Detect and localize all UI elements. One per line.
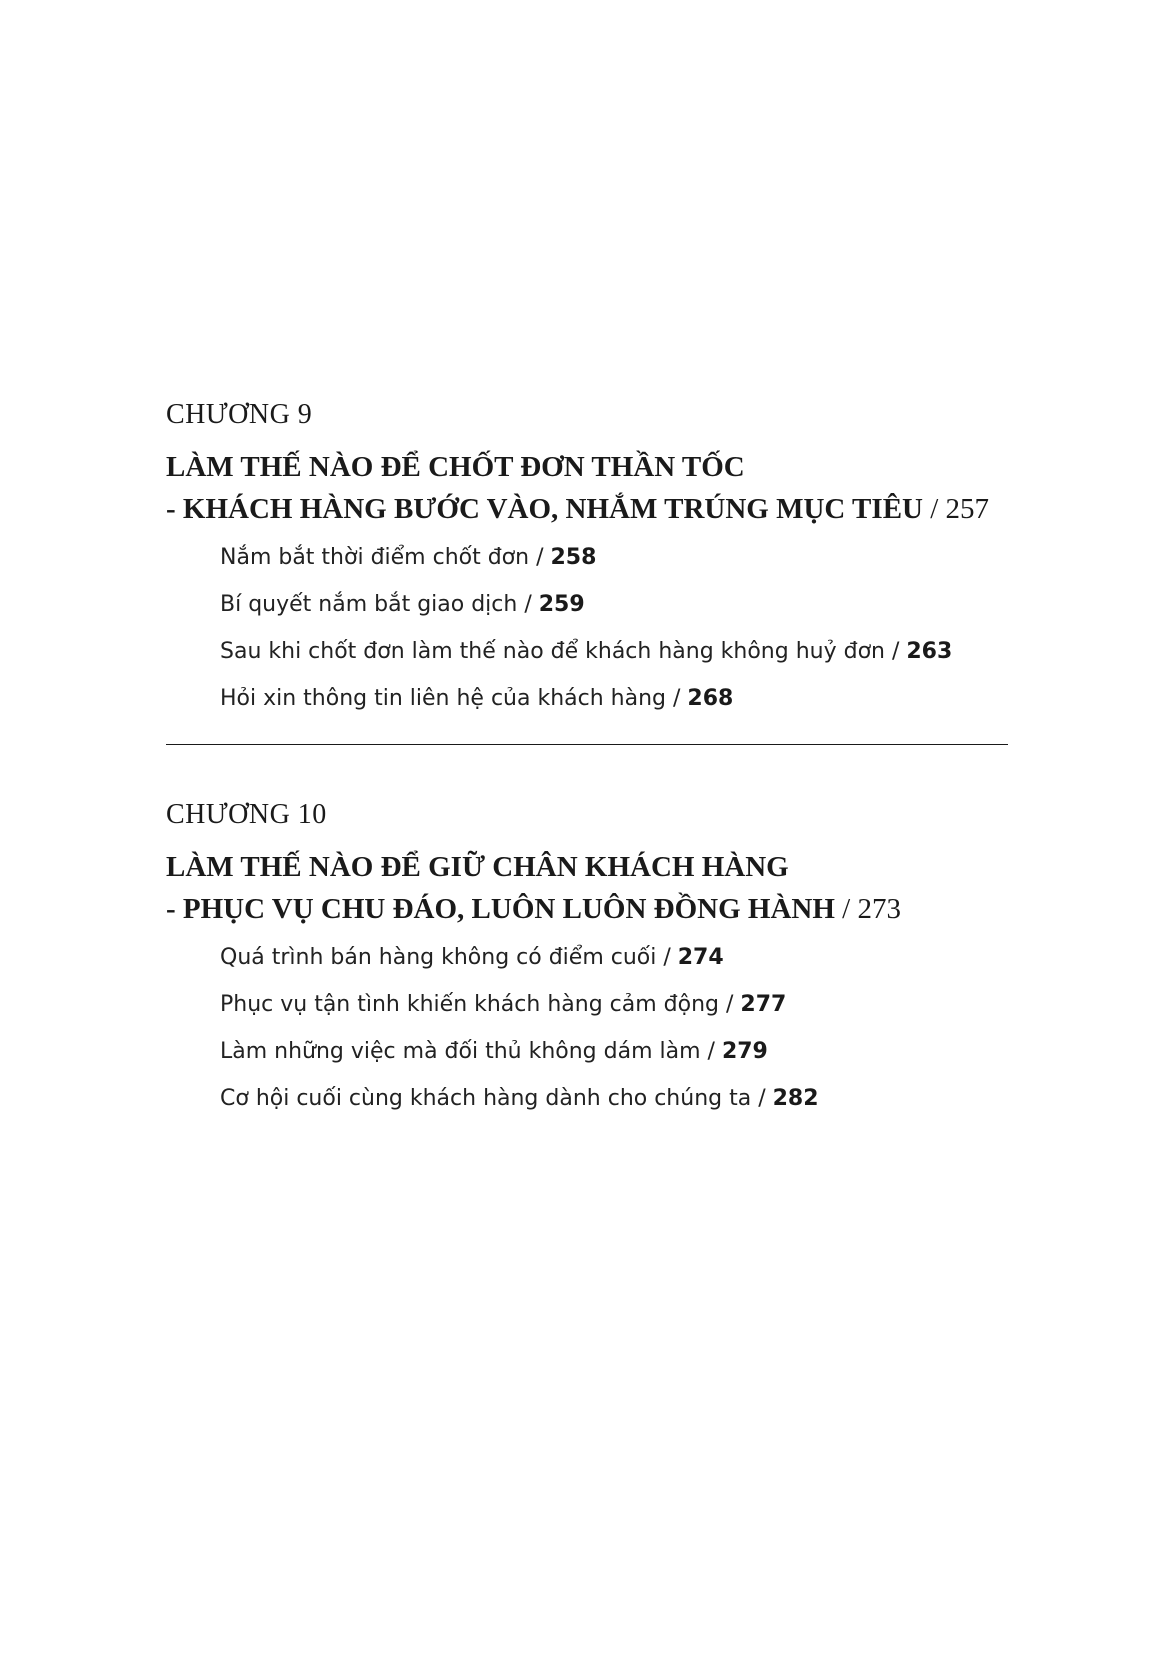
chapter-10 (166, 798, 1006, 1122)
section-entry[interactable] (220, 581, 1006, 628)
section-page-number: 268 (687, 686, 734, 711)
chapter-divider (166, 744, 1008, 745)
section-entry[interactable] (220, 934, 1006, 981)
section-title: Nắm bắt thời điểm chốt đơn / (220, 545, 551, 570)
section-title: Hỏi xin thông tin liên hệ của khách hàng / (220, 686, 688, 711)
chapter-title-line-1: LÀM THẾ NÀO ĐỂ CHỐT ĐƠN THẦN TỐC (166, 451, 745, 483)
chapter-label: CHƯƠNG 9 (166, 399, 313, 430)
chapter-page-number: / 273 (834, 893, 901, 925)
chapter-title (166, 446, 1006, 530)
section-entry[interactable] (220, 628, 1006, 675)
section-title: Phục vụ tận tình khiến khách hàng cảm động / (220, 992, 741, 1017)
section-page-number: 277 (740, 992, 787, 1017)
chapter-title (166, 846, 1006, 930)
section-title: Quá trình bán hàng không có điểm cuối / (220, 945, 678, 970)
chapter-title-line-2-text: - PHỤC VỤ CHU ĐÁO, LUÔN LUÔN ĐỒNG HÀNH (166, 893, 835, 925)
section-entry[interactable] (220, 1028, 1006, 1075)
section-list (220, 934, 1006, 1122)
section-list (220, 534, 1006, 722)
chapter-page-number: / 257 (922, 493, 990, 525)
section-page-number: 279 (721, 1039, 768, 1064)
chapter-title-line-2 (166, 888, 1006, 930)
chapter-9 (166, 398, 1006, 722)
chapter-title-line-1: LÀM THẾ NÀO ĐỂ GIỮ CHÂN KHÁCH HÀNG (166, 851, 789, 883)
section-page-number: 282 (772, 1086, 819, 1111)
section-title: Bí quyết nắm bắt giao dịch / (220, 592, 539, 617)
section-title: Sau khi chốt đơn làm thế nào để khách hàng không huỷ đơn / (220, 639, 907, 664)
section-entry[interactable] (220, 675, 1006, 722)
section-title: Cơ hội cuối cùng khách hàng dành cho chúng ta / (220, 1086, 773, 1111)
chapter-title-line-2 (166, 488, 1006, 530)
section-entry[interactable] (220, 981, 1006, 1028)
chapter-label: CHƯƠNG 10 (166, 799, 327, 830)
chapter-title-line-2-text: - KHÁCH HÀNG BƯỚC VÀO, NHẮM TRÚNG MỤC TIÊU (166, 493, 923, 525)
section-title: Làm những việc mà đối thủ không dám làm / (220, 1039, 722, 1064)
section-page-number: 263 (906, 639, 953, 664)
section-page-number: 259 (538, 592, 585, 617)
section-page-number: 258 (550, 545, 597, 570)
section-entry[interactable] (220, 1075, 1006, 1122)
section-entry[interactable] (220, 534, 1006, 581)
section-page-number: 274 (677, 945, 724, 970)
